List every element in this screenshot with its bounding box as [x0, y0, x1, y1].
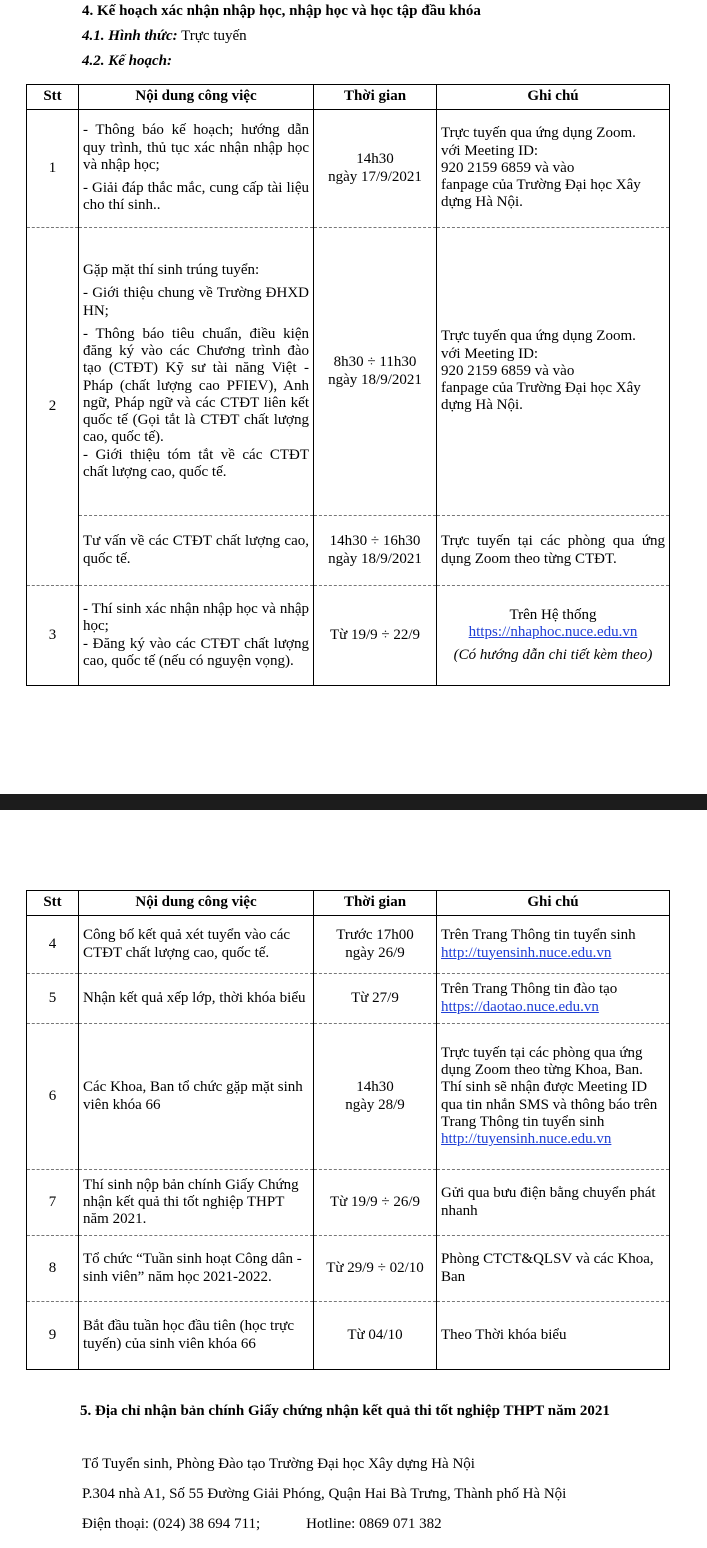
table-row	[27, 974, 670, 1024]
row-note	[437, 974, 670, 1024]
header-stt: Stt	[27, 85, 79, 110]
row-time	[314, 110, 437, 228]
note-line: fanpage của Trường Đại học Xây dựng Hà Nội.	[441, 380, 641, 414]
header-note: Ghi chú	[437, 85, 670, 110]
row-note	[437, 228, 670, 516]
table-row	[27, 516, 670, 586]
header-time: Thời gian	[314, 891, 437, 916]
row-content	[79, 586, 314, 686]
time-line: Trước 17h00	[336, 927, 414, 944]
tuyensinh-link[interactable]: http://tuyensinh.nuce.edu.vn	[441, 944, 612, 961]
row-time: Từ 04/10	[314, 1302, 437, 1370]
table-header-row	[27, 891, 670, 916]
row-stt: 6	[27, 1024, 79, 1170]
row-time: Từ 19/9 ÷ 26/9	[314, 1170, 437, 1236]
time-line: 14h30 ÷ 16h30	[329, 533, 421, 550]
note-line: Trực tuyến qua ứng dụng Zoom.	[441, 328, 636, 345]
table-header-row	[27, 85, 670, 110]
row-time: Từ 19/9 ÷ 22/9	[314, 586, 437, 686]
note-line: Trên Hệ thống	[509, 606, 597, 623]
time-line: ngày 18/9/2021	[328, 371, 422, 388]
row-time	[314, 916, 437, 974]
table-row	[27, 586, 670, 686]
schedule-table-2	[26, 890, 670, 1370]
table-row	[27, 1236, 670, 1302]
note-line: Trên Trang Thông tin đào tạo	[441, 981, 618, 998]
time-line: 14h30	[356, 1079, 394, 1096]
content-line: - Giải đáp thắc mắc, cung cấp tài liệu cho thí sinh..	[83, 180, 309, 214]
row-time: Từ 27/9	[314, 974, 437, 1024]
form-line	[82, 28, 247, 45]
time-line: ngày 17/9/2021	[328, 168, 422, 185]
row-content: Bắt đầu tuần học đầu tiên (học trực tuyến) của sinh viên khóa 66	[79, 1302, 314, 1370]
row-note: Gửi qua bưu điện bằng chuyển phát nhanh	[437, 1170, 670, 1236]
row-content: Các Khoa, Ban tổ chức gặp mặt sinh viên khóa 66	[79, 1024, 314, 1170]
tuyensinh-link[interactable]: http://tuyensinh.nuce.edu.vn	[441, 1131, 612, 1147]
row-content	[79, 110, 314, 228]
row-note: Trực tuyến tại các phòng qua ứng dụng Zoom theo từng CTĐT.	[437, 516, 670, 586]
row-note: Theo Thời khóa biểu	[437, 1302, 670, 1370]
row-stt: 3	[27, 586, 79, 686]
note-line: 920 2159 6859 và vào	[441, 159, 575, 176]
daotao-link[interactable]: https://daotao.nuce.edu.vn	[441, 998, 599, 1015]
note-line: với Meeting ID:	[441, 345, 539, 362]
row-stt: 4	[27, 916, 79, 974]
note-line: với Meeting ID:	[441, 142, 539, 159]
row-time	[314, 228, 437, 516]
row-time	[314, 516, 437, 586]
header-content: Nội dung công việc	[79, 85, 314, 110]
row-note	[437, 586, 670, 686]
row-content: Thí sinh nộp bản chính Giấy Chứng nhận kết quả thi tốt nghiệp THPT năm 2021.	[79, 1170, 314, 1236]
row-note	[437, 110, 670, 228]
time-line: 14h30	[356, 151, 394, 168]
row-content	[79, 228, 314, 516]
section-5-heading: 5. Địa chỉ nhận bản chính Giấy chứng nhận kết quả thi tốt nghiệp THPT năm 2021	[80, 1403, 610, 1419]
time-line: ngày 18/9/2021	[328, 550, 422, 567]
time-line: ngày 26/9	[345, 944, 405, 961]
row-stt: 1	[27, 110, 79, 228]
row-note	[437, 1024, 670, 1170]
address-line-1: Tổ Tuyển sinh, Phòng Đào tạo Trường Đại học Xây dựng Hà Nội	[82, 1456, 475, 1472]
phone-text: Điện thoại: (024) 38 694 711;	[82, 1516, 261, 1532]
time-line: 8h30 ÷ 11h30	[333, 354, 417, 371]
header-note: Ghi chú	[437, 891, 670, 916]
table-row	[27, 110, 670, 228]
content-line: - Thông báo kế hoạch; hướng dẫn quy trình, thủ tục xác nhận nhập học và nhập học;	[83, 122, 309, 173]
row-content: Công bố kết quả xét tuyển vào các CTĐT chất lượng cao, quốc tế.	[79, 916, 314, 974]
note-line: 920 2159 6859 và vào	[441, 362, 575, 379]
table-row	[27, 1170, 670, 1236]
plan-label: 4.2. Kế hoạch:	[82, 53, 172, 69]
table-row	[27, 228, 670, 516]
row-time	[314, 1024, 437, 1170]
note-line: (Có hướng dẫn chi tiết kèm theo)	[453, 647, 653, 664]
row-stt: 8	[27, 1236, 79, 1302]
table-row	[27, 1024, 670, 1170]
content-line: - Giới thiệu chung về Trường ĐHXD HN;	[83, 285, 309, 319]
section-4-heading: 4. Kế hoạch xác nhận nhập học, nhập học và học tập đầu khóa	[82, 3, 481, 19]
row-content: Tổ chức “Tuần sinh hoạt Công dân - sinh viên” năm học 2021-2022.	[79, 1236, 314, 1302]
content-line: - Đăng ký vào các CTĐT chất lượng cao, quốc tế (nếu có nguyện vọng).	[83, 635, 309, 669]
time-line: ngày 28/9	[345, 1096, 405, 1113]
header-stt: Stt	[27, 891, 79, 916]
note-line: Trực tuyến qua ứng dụng Zoom.	[441, 125, 636, 142]
table-row	[27, 916, 670, 974]
row-stt: 2	[27, 228, 79, 586]
row-note: Phòng CTCT&QLSV và các Khoa, Ban	[437, 1236, 670, 1302]
row-content: Tư vấn về các CTĐT chất lượng cao, quốc tế.	[79, 516, 314, 586]
form-value: Trực tuyến	[181, 28, 247, 44]
schedule-table-1	[26, 84, 670, 686]
form-label: 4.1. Hình thức:	[82, 28, 178, 44]
page-separator	[0, 794, 707, 810]
content-line: - Thí sinh xác nhận nhập học và nhập học;	[83, 601, 309, 635]
note-line: fanpage của Trường Đại học Xây dựng Hà Nội.	[441, 177, 641, 211]
note-line: Trực tuyến tại các phòng qua ứng dụng Zoom theo từng Khoa, Ban. Thí sinh sẽ nhận được Meeting ID qua tin nhắn SMS và thông báo trên Trang Thông tin tuyển sinh	[441, 1044, 658, 1130]
row-note	[437, 916, 670, 974]
content-line: Gặp mặt thí sinh trúng tuyển:	[83, 262, 260, 278]
note-line: Trên Trang Thông tin tuyển sinh	[441, 927, 636, 944]
nhaphoc-link[interactable]: https://nhaphoc.nuce.edu.vn	[468, 623, 638, 640]
hotline-text: Hotline: 0869 071 382	[306, 1516, 442, 1532]
row-stt: 7	[27, 1170, 79, 1236]
row-stt: 5	[27, 974, 79, 1024]
row-time: Từ 29/9 ÷ 02/10	[314, 1236, 437, 1302]
content-line: - Giới thiệu tóm tắt về các CTĐT chất lượng cao, quốc tế.	[83, 446, 309, 480]
header-time: Thời gian	[314, 85, 437, 110]
content-line: - Thông báo tiêu chuẩn, điều kiện đăng ký vào các Chương trình đào tạo (CTĐT) Kỹ sư tài năng Việt - Pháp (chất lượng cao PFIEV), Anh ngữ, Pháp ngữ và các CTĐT liên kết quốc tế (Gọi tắt là CTĐT chất lượng cao, quốc tế).	[83, 325, 309, 446]
contact-line	[82, 1516, 442, 1533]
header-content: Nội dung công việc	[79, 891, 314, 916]
row-content: Nhận kết quả xếp lớp, thời khóa biểu	[79, 974, 314, 1024]
table-row	[27, 1302, 670, 1370]
address-line-2: P.304 nhà A1, Số 55 Đường Giải Phóng, Quận Hai Bà Trưng, Thành phố Hà Nội	[82, 1486, 567, 1502]
row-stt: 9	[27, 1302, 79, 1370]
